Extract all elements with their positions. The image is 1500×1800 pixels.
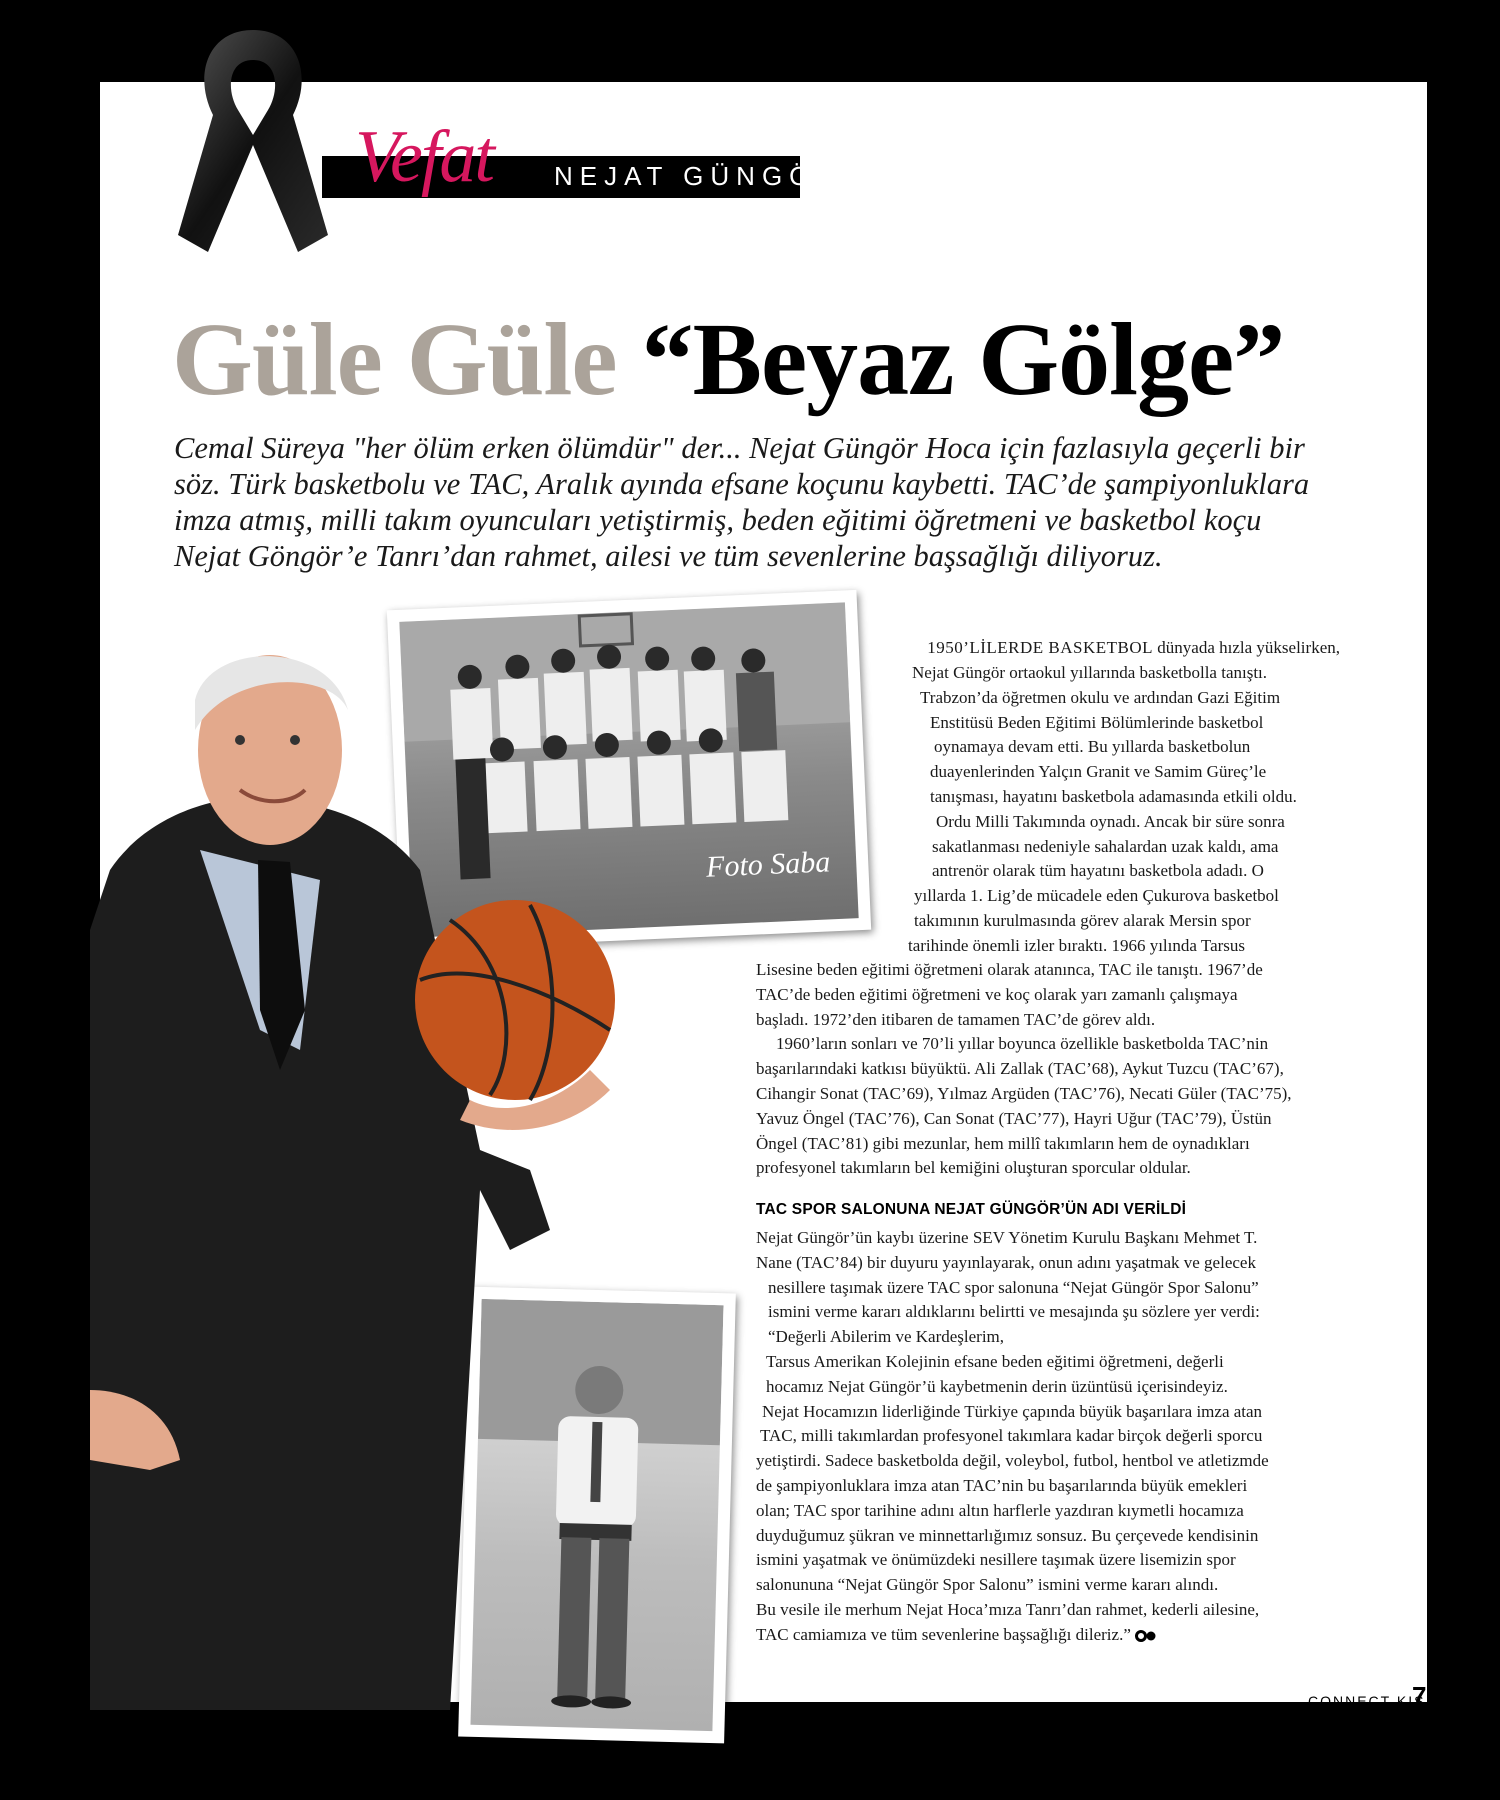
headline bbox=[172, 302, 1285, 417]
body-line: sakatlanması nedeniyle sahalardan uzak kaldı, ama bbox=[932, 836, 1279, 856]
body-line: ismini verme kararı aldıklarını belirtti ve mesajında şu sözlere yer verdi: bbox=[768, 1302, 1260, 1322]
coach-portrait-illustration bbox=[90, 630, 630, 1710]
body-line: Nejat Güngör’ün kaybı üzerine SEV Yönetim Kurulu Başkanı Mehmet T. bbox=[756, 1228, 1258, 1247]
body-text-top bbox=[900, 636, 1340, 661]
body-last-line: TAC camiamıza ve tüm sevenlerine başsağlığı dileriz.” bbox=[756, 1624, 1131, 1644]
headline-part2: “Beyaz Gölge” bbox=[641, 302, 1285, 417]
body-line: Lisesine beden eğitimi öğretmeni olarak atanınca, TAC ile tanıştı. 1967’de bbox=[756, 960, 1263, 979]
body-line: Tarsus Amerikan Kolejinin efsane beden eğitimi öğretmeni, değerli bbox=[766, 1351, 1224, 1371]
body-line: başarılarındaki katkısı büyüktü. Ali Zallak (TAC’68), Aykut Tuzcu (TAC’67), bbox=[756, 1059, 1284, 1079]
lead-line: Nejat Göngör’e Tanrı’dan rahmet, ailesi ve tüm sevenlerine başsağlığı diliyoruz. bbox=[174, 539, 1163, 573]
body-lead-in: 1950’LİLERDE BASKETBOL bbox=[927, 638, 1154, 657]
body-line: olan; TAC spor tarihine adını altın harflerle yazdıran kıymetli hocamıza bbox=[756, 1500, 1244, 1520]
page-number: 75 bbox=[1412, 1681, 1441, 1711]
footer-magazine-name: CONNECT KIŞ bbox=[1308, 1693, 1426, 1709]
body-line: yıllarda 1. Lig’de mücadele eden Çukurova basketbol bbox=[914, 886, 1279, 906]
body-line: duayenlerinden Yalçın Granit ve Samim Güreç’le bbox=[930, 762, 1267, 782]
mourning-ribbon-icon bbox=[168, 20, 338, 270]
body-line: başladı. 1972’den itibaren de tamamen TAC’de görev aldı. bbox=[756, 1009, 1156, 1029]
end-mark-icon bbox=[1135, 1630, 1157, 1642]
body-line: Nejat Güngör ortaokul yıllarında basketbolla tanıştı. bbox=[912, 663, 1268, 682]
body-line: yetiştirdi. Sadece basketbolda değil, voleybol, futbol, hentbol ve atletizmde bbox=[756, 1451, 1269, 1471]
body-line: Nejat Hocamızın liderliğinde Türkiye çapında büyük başarılara imza atan bbox=[762, 1401, 1263, 1421]
section-label: Vefat bbox=[355, 116, 493, 198]
body-line: tanışması, hayatını basketbola adamasında etkili oldu. bbox=[930, 786, 1297, 806]
body-text-top-lines bbox=[880, 661, 1340, 959]
body-line: Öngel (TAC’81) gibi mezunlar, hem millî takımların hem de oynadıkları bbox=[756, 1133, 1250, 1153]
body-line: ismini yaşatmak ve önümüzdeki nesillere taşımak üzere lisemizin spor bbox=[756, 1550, 1236, 1570]
body-line: hocamız Nejat Güngör’ü kaybetmenin derin üzüntüsü içerisindeyiz. bbox=[766, 1376, 1228, 1396]
body-line: Nane (TAC’84) bir duyuru yayınlayarak, onun adını yaşatmak ve gelecek bbox=[756, 1252, 1256, 1272]
body-line: nesillere taşımak üzere TAC spor salonuna “Nejat Güngör Spor Salonu” bbox=[768, 1277, 1259, 1297]
body-line: tarihinde önemli izler bıraktı. 1966 yılında Tarsus bbox=[908, 935, 1246, 955]
body-line: 1960’ların sonları ve 70’li yıllar boyunca özellikle basketbolda TAC’nin bbox=[776, 1034, 1269, 1054]
body-line-rest: dünyada hızla yükselirken, bbox=[1153, 638, 1340, 657]
body-line: TAC, milli takımlardan profesyonel takımlara kadar birçok değerli sporcu bbox=[760, 1426, 1263, 1446]
body-line bbox=[900, 636, 1340, 661]
lead-paragraph bbox=[174, 430, 1334, 574]
body-line: Enstitüsü Beden Eğitimi Bölümlerinde basketbol bbox=[930, 712, 1264, 732]
body-line: salonununa “Nejat Güngör Spor Salonu” ismini verme kararı alındı. bbox=[756, 1575, 1219, 1595]
section-person-name: NEJAT GÜNGÖR bbox=[554, 161, 843, 191]
body-line: antrenör olarak tüm hayatını basketbola adadı. O bbox=[932, 861, 1264, 881]
body-line bbox=[756, 1623, 1269, 1648]
body-line: de şampiyonluklara imza atan TAC’nin bu başarılarında büyük emekleri bbox=[756, 1475, 1248, 1495]
lead-line: söz. Türk basketbolu ve TAC, Aralık ayında efsane koçunu kaybetti. TAC’de şampiyonluklara bbox=[174, 467, 1310, 501]
body-line: profesyonel takımların bel kemiğini oluşturan sporcular oldular. bbox=[756, 1158, 1191, 1178]
photo-studio-stamp: Foto Saba bbox=[705, 845, 831, 884]
headline-part1: Güle Güle bbox=[172, 302, 617, 417]
body-line: takımının kurulmasında görev alarak Mersin spor bbox=[914, 910, 1251, 930]
body-text-bottom bbox=[756, 1226, 1269, 1648]
body-line: Yavuz Öngel (TAC’76), Can Sonat (TAC’77), Hayri Uğur (TAC’79), Üstün bbox=[756, 1108, 1272, 1128]
body-line: Trabzon’da öğretmen okulu ve ardından Gazi Eğitim bbox=[920, 687, 1281, 707]
section-subheading: TAC SPOR SALONUNA NEJAT GÜNGÖR’ÜN ADI VERİLDİ bbox=[756, 1201, 1187, 1218]
lead-line: Cemal Süreya "her ölüm erken ölümdür" der... Nejat Güngör Hoca için fazlasıyla geçerli bir bbox=[174, 431, 1305, 465]
body-line: Ordu Milli Takımında oynadı. Ancak bir süre sonra bbox=[936, 811, 1285, 831]
body-line: Cihangir Sonat (TAC’69), Yılmaz Argüden (TAC’76), Necati Güler (TAC’75), bbox=[756, 1083, 1292, 1103]
body-line: oynamaya devam etti. Bu yıllarda basketbolun bbox=[934, 737, 1251, 757]
body-line: TAC’de beden eğitimi öğretmeni ve koç olarak yarı zamanlı çalışmaya bbox=[756, 984, 1238, 1004]
lead-line: imza atmış, milli takım oyuncuları yetiştirmiş, beden eğitimi öğretmeni ve basketbol koçu bbox=[174, 503, 1262, 537]
body-line: duyduğumuz şükran ve minnettarlığımız sonsuz. Bu çerçevede kendisinin bbox=[756, 1525, 1259, 1545]
body-text-mid bbox=[756, 958, 1292, 1181]
body-line: Bu vesile ile merhum Nejat Hoca’mıza Tanrı’dan rahmet, kederli ailesine, bbox=[756, 1599, 1260, 1619]
body-line: “Değerli Abilerim ve Kardeşlerim, bbox=[768, 1327, 1005, 1347]
